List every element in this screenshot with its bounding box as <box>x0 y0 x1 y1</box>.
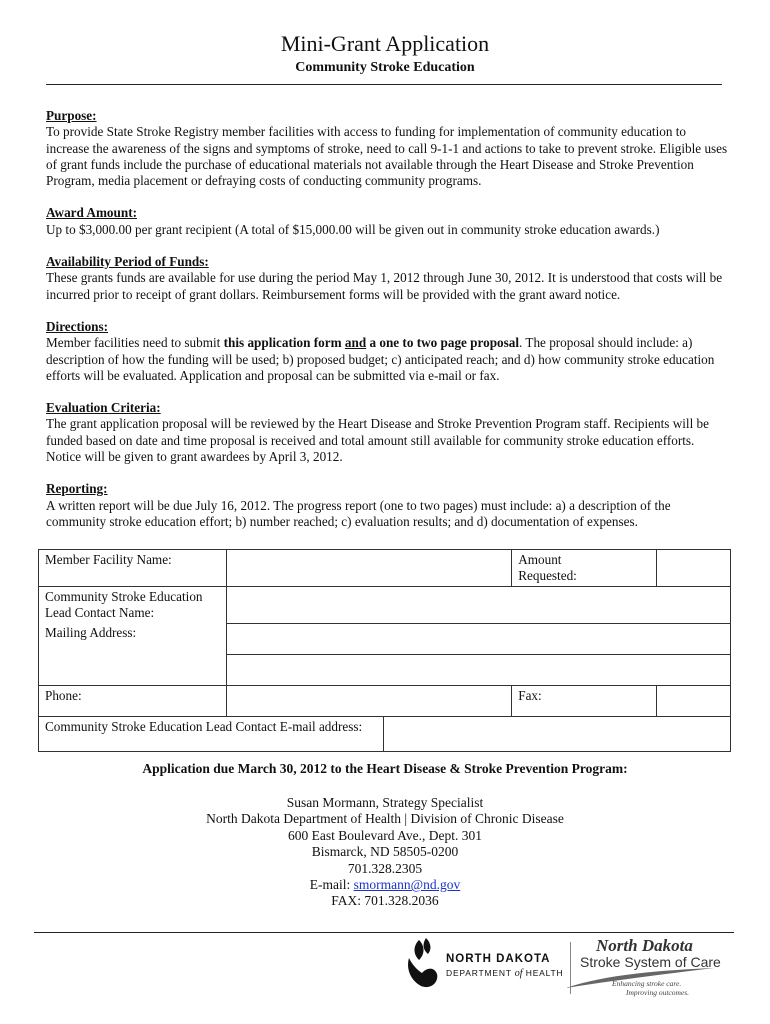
availability-heading: Availability Period of Funds: <box>46 254 209 270</box>
evaluation-heading: Evaluation Criteria: <box>46 400 161 416</box>
email-field[interactable] <box>384 716 731 751</box>
contact-department: North Dakota Department of Health | Division of Chronic Disease <box>206 811 564 827</box>
nd-health-name: NORTH DAKOTA <box>446 953 551 965</box>
page-title: Mini-Grant Application <box>280 31 490 56</box>
mailing-address-field-1[interactable] <box>226 623 730 654</box>
nd-health-dept: DEPARTMENT of HEALTH <box>446 968 564 979</box>
reporting-text: A written report will be due July 16, 2012. The progress report (one to two pages) must include: a) a description of the community stroke education effort; b) number reached; c) evaluation results; and d) documentation of expenses. <box>46 497 671 529</box>
award-text: Up to $3,000.00 per grant recipient (A total of $15,000.00 will be given out in community stroke education awards.) <box>46 221 660 237</box>
mailing-address-field-2[interactable] <box>226 654 730 685</box>
page-subtitle: Community Stroke Education <box>295 60 475 75</box>
lead-contact-field[interactable] <box>226 587 730 624</box>
contact-city: Bismarck, ND 58505-0200 <box>311 844 459 860</box>
contact-fax: FAX: 701.328.2036 <box>331 893 439 909</box>
purpose-text: To provide State Stroke Registry member facilities with access to funding for implementation of community education to increase the awareness of the signs and symptoms of stroke, need to call 9-1-1 and actions to take to prevent stroke. Eligible uses of grant funds include the purchase of educational materials not available through the Heart Disease and Stroke Prevention Program, media placement or defraying costs of conducting community programs. <box>46 124 728 189</box>
contact-address: 600 East Boulevard Ave., Dept. 301 <box>288 827 482 843</box>
fax-label: Fax: <box>512 685 657 716</box>
tagline-2: Improving outcomes. <box>626 988 690 997</box>
header-divider <box>46 84 722 85</box>
purpose-section <box>46 108 732 189</box>
directions-text-2: . The proposal should include: a) description of how the funding will be used; b) proposed budget; c) anticipated reach; and d) how community stroke education efforts will be evaluated. Application and proposal can be submitted via e-mail or fax. <box>46 335 715 383</box>
phone-label: Phone: <box>39 685 227 716</box>
application-form-table <box>38 549 731 752</box>
instructions-body <box>46 108 732 546</box>
evaluation-section <box>46 400 732 465</box>
directions-bold-2: a one to two page proposal <box>369 335 520 351</box>
evaluation-text: The grant application proposal will be reviewed by the Heart Disease and Stroke Prevention Program staff. Recipients will be funded based on date and time proposal is received and total amount still available for community stroke education efforts. Notice will be given to grant awardees by April 3, 2012. <box>46 416 709 465</box>
directions-section <box>46 319 732 384</box>
award-heading: Award Amount: <box>46 205 137 221</box>
phone-field[interactable] <box>226 685 511 716</box>
member-facility-field[interactable] <box>226 550 511 587</box>
stroke-system-subtitle: Stroke System of Care <box>580 954 721 970</box>
contact-block <box>0 795 770 910</box>
directions-heading: Directions: <box>46 318 109 334</box>
mailing-address-label: Mailing Address: <box>39 623 227 685</box>
award-section <box>46 205 732 238</box>
contact-phone: 701.328.2305 <box>347 860 423 876</box>
email-label: Community Stroke Education Lead Contact E-mail address: <box>39 716 384 751</box>
purpose-heading: Purpose: <box>46 108 97 123</box>
amount-requested-label: Amount Requested: <box>512 550 657 587</box>
directions-text-1: Member facilities need to submit <box>46 335 224 351</box>
tagline-1: Enhancing stroke care. <box>612 979 682 988</box>
availability-text: These grants funds are available for use during the period May 1, 2012 through June 30, 2012. It is understood that costs will be incurred prior to receipt of grant dollars. Reimbursement forms will be provided with the grant award notice. <box>46 270 723 302</box>
availability-section <box>46 254 732 303</box>
reporting-heading: Reporting: <box>46 481 108 497</box>
contact-email-link[interactable]: smormann@nd.gov <box>353 877 461 893</box>
directions-bold-1: this application form <box>223 335 342 351</box>
contact-email-line: E-mail: smormann@nd.gov <box>309 877 461 893</box>
stroke-system-title: North Dakota <box>596 936 693 955</box>
directions-bold-and: and <box>344 335 367 351</box>
fax-field[interactable] <box>657 685 731 716</box>
footer-divider <box>34 932 734 933</box>
due-line: Application due March 30, 2012 to the Heart Disease & Stroke Prevention Program: <box>142 761 628 776</box>
contact-name: Susan Mormann, Strategy Specialist <box>286 795 484 810</box>
amount-requested-field[interactable] <box>657 550 731 587</box>
lead-contact-label: Community Stroke Education Lead Contact Name: <box>39 587 227 624</box>
member-facility-label: Member Facility Name: <box>39 550 227 587</box>
reporting-section <box>46 481 732 530</box>
